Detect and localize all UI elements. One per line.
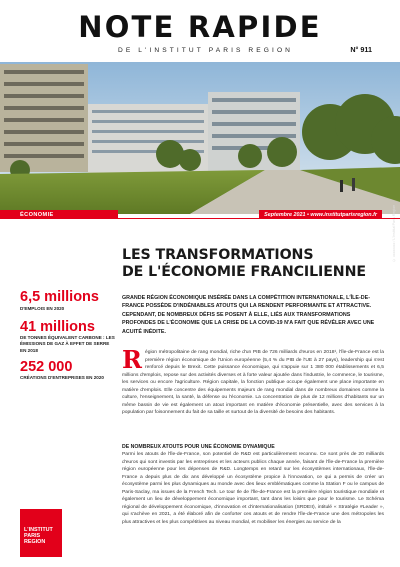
institut-logo xyxy=(20,509,62,557)
publication-subtitle: DE L'INSTITUT PARIS REGION xyxy=(118,47,294,54)
section-body: Parmi les atouts de l'Île-de-France, son potentiel de R&D est particulièrement reconnu. Ce sont près de 20 milliards d'euros qui sont investis par les entreprises et les acteurs publics chaque année, faisant de l'Île-de-France la première région européenne pour les dépenses de R&D. Longtemps en retard sur les écosystèmes internationaux, l'Île-de-France a depuis plus de dix ans développé un écosystème propice à l'innovation, ce qui a permis de créer un écosystème parmi les plus dynamiques au monde avec des lieux emblématiques comme la Station F ou le campus de Paris-Saclay, ma issues de la French Tech. Le tour Ile de l'Île-de-France est la première région touristique mondiale et également un lieu de développement économique important, tant dans les loisirs que pour le tourisme. Le Schéma régional de développement économique, d'innovation et d'internationalisation (SRDEII), intitulé « Stratégie #Leader », qui s'achève en 2021, a été élaboré afin de conforter ces atouts et de rendre l'Île-de-France une des métropoles les plus attractives et les plus compétitives au niveau mondial, et mobiliser les énergies au service de la xyxy=(122,452,384,525)
photo-credit: © xxxxxxxx / L'Institut Paris Region xyxy=(392,204,396,262)
stat-value: 41 millions xyxy=(20,318,95,335)
article-title-line: LES TRANSFORMATIONS xyxy=(122,247,314,263)
article-title xyxy=(122,247,382,281)
masthead xyxy=(0,0,400,62)
key-figures xyxy=(20,290,116,381)
category-label: ÉCONOMIE xyxy=(0,210,118,219)
article-intro xyxy=(122,345,384,417)
date-and-website: Septembre 2021 • www.institutparisregion.fr xyxy=(259,210,382,219)
logo-line: REGION xyxy=(24,539,46,546)
stat-value: 252 000 xyxy=(20,358,73,375)
urban-park-photo xyxy=(0,62,400,214)
stat-label: D'EMPLOIS EN 2020 xyxy=(20,305,65,311)
logo-line: L'INSTITUT xyxy=(24,527,53,533)
stat-value: 6,5 millions xyxy=(20,289,99,305)
issue-number: N° 911 xyxy=(350,45,372,54)
logo-line: PARIS xyxy=(24,533,41,540)
section-heading: DE NOMBREUX ATOUTS POUR UNE ÉCONOMIE DYNAMIQUE xyxy=(122,444,275,450)
drop-cap: R xyxy=(122,345,142,374)
article-title-line: DE L'ÉCONOMIE FRANCILIENNE xyxy=(122,263,366,280)
stat-label: CRÉATIONS D'ENTREPRISES EN 2020 xyxy=(20,375,104,381)
category-strip xyxy=(0,210,400,219)
intro-text: égion métropolitaine de rang mondial, riche d'un PIB de 726 milliards d'euros en 2018¹, l'Île-de-France est la première région économique de l'Union européenne (5,4 % du PIB de l'UE à 27 pays), leadership qui s'est renforcé depuis le Brexit. Cette puissance économique, qui s'appuie sur 1 380 000 établissements et 6,5 millions d'emplois, repose sur des activités diverses et à forte valeur ajoutée dans l'industrie, le commerce, le tourisme, les services ou encore l'agriculture. Région capitale, la fonction publique occupe également une place importante en matière d'emplois. Elle concentre des équipements majeurs de rang mondial dans de nombreux domaines comme la culture, l'enseignement, la santé, la défense ou l'économie. La concentration de plus de 12 millions d'habitants sur un même bassin de vie est également un atout important en matière d'économie présentielle, avec des services à la population par foisonnement du fait de sa taille et surtout de la diversité de besoins des habitants. xyxy=(122,350,384,416)
article-lead: GRANDE RÉGION ÉCONOMIQUE INSÉRÉE DANS LA COMPÉTITION INTERNATIONALE, L'ÎLE-DE-FRANCE POSSÈDE D'INDÉNIABLES ATOUTS QUI LA RENDENT PERFORMANTE ET ATTRACTIVE. CEPENDANT, DE NOMBREUX DÉFIS SE POSENT À ELLE, LIÉS AUX TRANSFORMATIONS PROFONDES DE L'ÉCONOMIE QUE LA CRISE DE LA COVID-19 N'A FAIT QUE RÉVÉLER AVEC UNE ACUITÉ INÉDITE. xyxy=(122,295,375,335)
publication-title: NOTE RAPIDE xyxy=(78,10,322,44)
stat-label: DE TONNES ÉQUIVALENT CARBONE : LES ÉMISSIONS DE GAZ À EFFET DE SERRE EN 2018 xyxy=(20,335,115,353)
